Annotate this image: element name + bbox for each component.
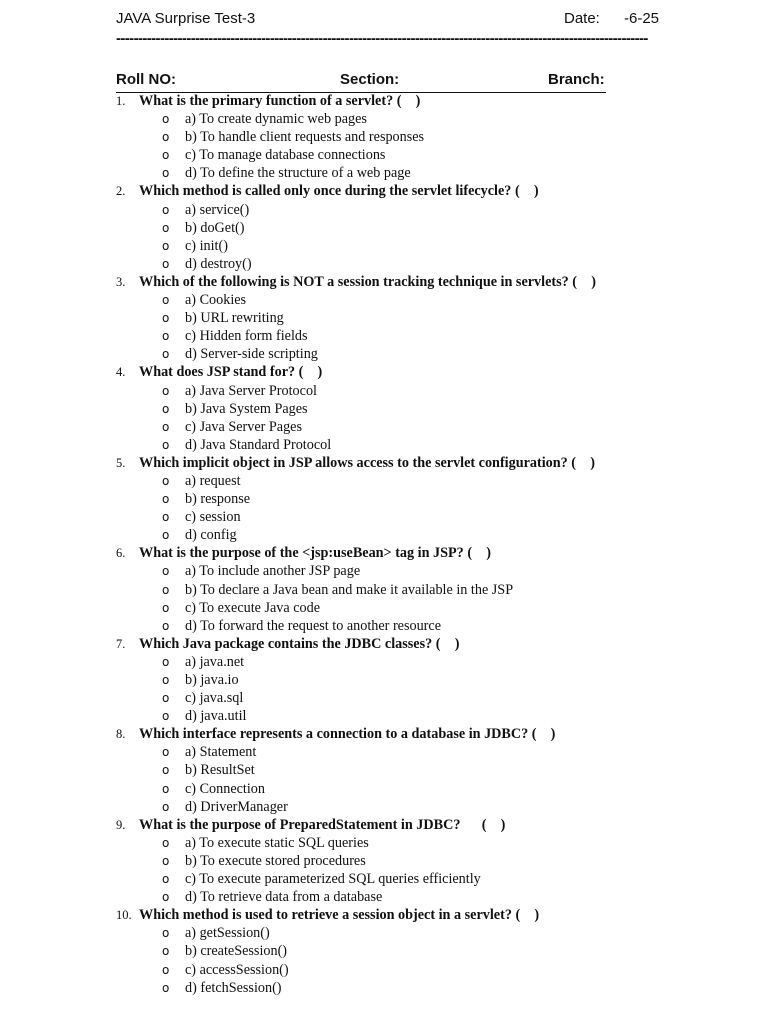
option-text: d) To forward the request to another resource: [185, 617, 441, 634]
bullet-icon: o: [162, 238, 170, 253]
question-line: [0, 273, 768, 291]
bullet-icon: o: [162, 654, 170, 669]
bullet-icon: o: [162, 437, 170, 452]
question-list: [0, 92, 768, 997]
bullet-icon: o: [162, 130, 170, 145]
option-item: [0, 418, 768, 436]
question-number: 2.: [116, 184, 126, 199]
question-line: [0, 544, 768, 562]
question-number: 10.: [116, 908, 132, 923]
option-text: d) destroy(): [185, 255, 252, 272]
student-info-row: [116, 70, 606, 93]
option-text: b) ResultSet: [185, 762, 255, 779]
option-item: [0, 255, 768, 273]
option-text: b) To handle client requests and responses: [185, 129, 425, 146]
option-item: [0, 382, 768, 400]
bullet-icon: o: [162, 618, 170, 633]
option-item: [0, 237, 768, 255]
bullet-icon: o: [162, 528, 170, 543]
option-text: d) fetchSession(): [185, 979, 282, 996]
bullet-icon: o: [162, 709, 170, 724]
dashed-divider: -------------------------------------------------------------------------------------------------------------------------: [116, 30, 648, 47]
answer-bracket: ( ): [298, 364, 323, 381]
option-text: b) response: [185, 491, 251, 508]
option-item: [0, 780, 768, 798]
question-text: [139, 363, 322, 381]
option-item: [0, 798, 768, 816]
option-text: b) To declare a Java bean and make it available in the JSP: [185, 581, 514, 598]
option-item: [0, 852, 768, 870]
option-text: b) doGet(): [185, 219, 245, 236]
question-number: 6.: [116, 546, 126, 561]
question-block: [0, 544, 768, 634]
option-text: c) java.sql: [185, 690, 244, 707]
question-block: [0, 273, 768, 363]
option-item: [0, 490, 768, 508]
answer-bracket: ( ): [396, 93, 421, 109]
bullet-icon: o: [162, 962, 170, 977]
option-item: [0, 327, 768, 345]
bullet-icon: o: [162, 781, 170, 796]
option-item: [0, 110, 768, 128]
question-prompt: Which implicit object in JSP allows access to the servlet configuration?: [139, 454, 568, 471]
option-text: b) createSession(): [185, 943, 288, 960]
question-text: [139, 725, 555, 743]
bullet-icon: o: [162, 673, 170, 687]
question-line: [0, 363, 768, 381]
option-text: b) java.io: [185, 672, 239, 688]
question-line: [0, 816, 768, 834]
question-text: [139, 816, 505, 834]
option-text: d) Java Standard Protocol: [185, 436, 332, 453]
option-item: [0, 562, 768, 580]
question-prompt: What is the purpose of the <jsp:useBean> tag in JSP?: [139, 545, 464, 562]
option-item: [0, 961, 768, 979]
option-item: [0, 291, 768, 309]
section-label: Section:: [340, 71, 400, 88]
bullet-icon: o: [162, 872, 170, 887]
question-block: [0, 454, 768, 544]
option-item: [0, 761, 768, 779]
option-item: [0, 219, 768, 237]
option-text: d) java.util: [185, 708, 247, 725]
option-text: c) To execute parameterized SQL queries efficiently: [185, 871, 481, 888]
option-item: [0, 870, 768, 888]
bullet-icon: o: [162, 492, 170, 507]
question-line: [0, 635, 768, 653]
option-item: [0, 581, 768, 599]
question-line: [0, 92, 768, 110]
option-text: d) To define the structure of a web page: [185, 165, 411, 182]
bullet-icon: o: [162, 944, 170, 959]
answer-bracket: ( ): [514, 183, 539, 200]
option-text: c) Connection: [185, 780, 265, 797]
option-item: [0, 201, 768, 219]
question-block: [0, 816, 768, 906]
question-text: [139, 182, 539, 200]
option-item: [0, 834, 768, 852]
option-item: [0, 653, 768, 671]
question-number: 5.: [116, 455, 126, 470]
question-text: [139, 454, 595, 472]
question-number: 1.: [116, 94, 126, 108]
option-item: [0, 617, 768, 635]
question-text: [139, 273, 596, 291]
option-item: [0, 942, 768, 960]
option-item: [0, 146, 768, 164]
option-text: c) session: [185, 509, 241, 526]
bullet-icon: o: [162, 745, 170, 760]
option-item: [0, 164, 768, 182]
question-prompt: Which interface represents a connection to a database in JDBC?: [139, 726, 529, 743]
option-text: c) Hidden form fields: [185, 328, 308, 345]
answer-bracket: ( ): [572, 273, 596, 290]
option-text: b) Java System Pages: [185, 400, 308, 417]
question-prompt: Which of the following is NOT a session tracking technique in servlets?: [139, 273, 569, 290]
option-text: a) Statement: [185, 744, 257, 761]
question-block: [0, 92, 768, 182]
option-text: c) Java Server Pages: [185, 418, 302, 435]
question-number: 9.: [116, 817, 126, 832]
option-item: [0, 707, 768, 725]
option-text: a) java.net: [185, 653, 245, 670]
answer-bracket: ( ): [464, 816, 506, 833]
bullet-icon: o: [162, 166, 170, 181]
option-item: [0, 128, 768, 146]
option-text: d) config: [185, 527, 237, 544]
answer-bracket: ( ): [571, 454, 595, 471]
option-text: c) init(): [185, 237, 228, 254]
question-line: [0, 906, 768, 924]
bullet-icon: o: [162, 763, 170, 778]
question-number: 8.: [116, 727, 126, 742]
question-prompt: Which Java package contains the JDBC classes?: [139, 635, 433, 652]
option-text: b) URL rewriting: [185, 310, 284, 327]
bullet-icon: o: [162, 835, 170, 850]
option-item: [0, 309, 768, 327]
option-text: d) Server-side scripting: [185, 346, 318, 363]
answer-bracket: ( ): [531, 726, 556, 743]
option-item: [0, 526, 768, 544]
option-text: a) Java Server Protocol: [185, 382, 317, 399]
bullet-icon: o: [162, 890, 170, 905]
option-text: b) To execute stored procedures: [185, 852, 366, 869]
bullet-icon: o: [162, 383, 170, 398]
bullet-icon: o: [162, 799, 170, 814]
option-text: c) To manage database connections: [185, 147, 386, 164]
question-line: [0, 182, 768, 200]
option-item: [0, 436, 768, 454]
question-number: 4.: [116, 365, 126, 380]
question-prompt: What does JSP stand for?: [139, 364, 296, 381]
option-text: a) request: [185, 472, 241, 489]
answer-bracket: ( ): [467, 545, 491, 562]
question-prompt: Which method is called only once during the servlet lifecycle?: [139, 183, 512, 200]
answer-bracket: ( ): [435, 635, 460, 652]
bullet-icon: o: [162, 419, 170, 434]
bullet-icon: o: [162, 293, 170, 308]
bullet-icon: o: [162, 329, 170, 344]
bullet-icon: o: [162, 600, 170, 615]
bullet-icon: o: [162, 582, 170, 597]
question-number: 7.: [116, 636, 126, 651]
bullet-icon: o: [162, 691, 170, 706]
question-prompt: Which method is used to retrieve a session object in a servlet?: [139, 907, 512, 924]
bullet-icon: o: [162, 112, 170, 127]
roll-no-label: Roll NO:: [116, 71, 176, 88]
question-text: [139, 92, 420, 110]
bullet-icon: o: [162, 311, 170, 326]
question-block: [0, 363, 768, 453]
option-item: [0, 508, 768, 526]
question-block: [0, 906, 768, 996]
option-text: c) To execute Java code: [185, 599, 321, 616]
question-block: [0, 635, 768, 725]
option-item: [0, 599, 768, 617]
date-label: Date:: [564, 10, 600, 27]
bullet-icon: o: [162, 980, 170, 995]
option-text: c) accessSession(): [185, 961, 289, 978]
option-text: d) To retrieve data from a database: [185, 889, 383, 906]
bullet-icon: o: [162, 401, 170, 416]
bullet-icon: o: [162, 220, 170, 235]
option-item: [0, 689, 768, 707]
question-number: 3.: [116, 274, 126, 289]
bullet-icon: o: [162, 256, 170, 271]
bullet-icon: o: [162, 510, 170, 525]
question-line: [0, 454, 768, 472]
bullet-icon: o: [162, 926, 170, 941]
option-item: [0, 400, 768, 418]
date-value: -6-25: [624, 10, 660, 27]
bullet-icon: o: [162, 853, 170, 868]
option-item: [0, 979, 768, 997]
option-item: [0, 924, 768, 942]
question-text: [139, 544, 491, 562]
question-prompt: What is the purpose of PreparedStatement in JDBC?: [139, 816, 461, 833]
question-text: [139, 906, 539, 924]
option-text: a) service(): [185, 201, 250, 218]
question-line: [0, 725, 768, 743]
bullet-icon: o: [162, 148, 170, 163]
option-item: [0, 671, 768, 689]
question-block: [0, 182, 768, 272]
bullet-icon: o: [162, 202, 170, 217]
option-item: [0, 345, 768, 363]
question-block: [0, 725, 768, 815]
branch-label: Branch:: [548, 71, 605, 88]
test-title: JAVA Surprise Test-3: [116, 10, 256, 27]
option-text: a) To include another JSP page: [185, 563, 361, 580]
option-text: a) Cookies: [185, 292, 247, 309]
bullet-icon: o: [162, 347, 170, 362]
answer-bracket: ( ): [515, 907, 540, 924]
option-item: [0, 472, 768, 490]
option-item: [0, 743, 768, 761]
option-text: a) To execute static SQL queries: [185, 834, 369, 851]
option-text: a) getSession(): [185, 925, 270, 942]
bullet-icon: o: [162, 473, 170, 488]
question-text: [139, 635, 459, 653]
option-item: [0, 888, 768, 906]
option-text: a) To create dynamic web pages: [185, 111, 367, 128]
option-text: d) DriverManager: [185, 798, 288, 815]
bullet-icon: o: [162, 564, 170, 579]
question-prompt: What is the primary function of a servlet?: [139, 93, 394, 109]
